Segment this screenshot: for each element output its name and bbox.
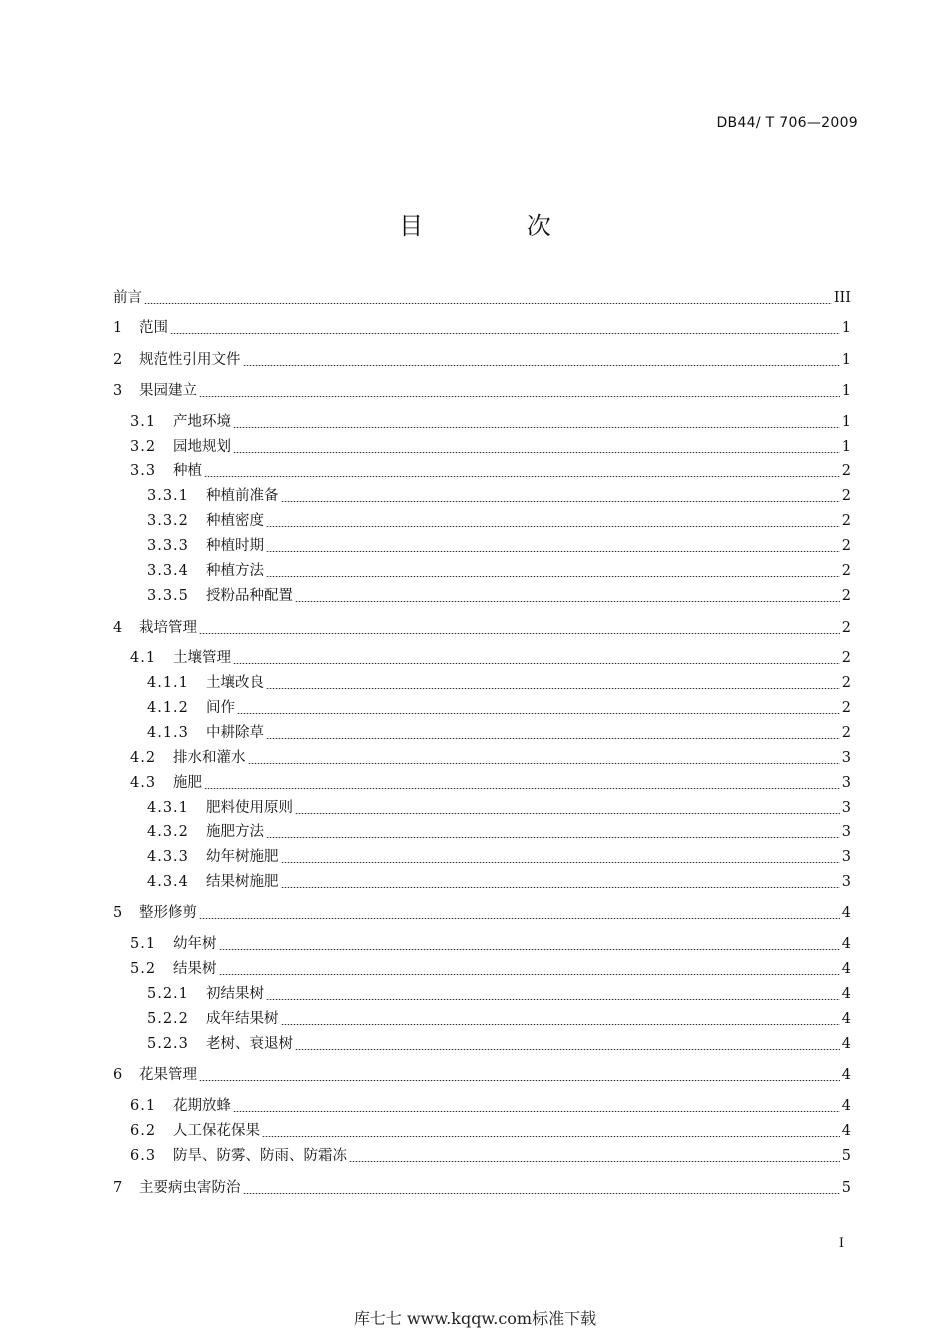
toc-dot-leader — [281, 862, 840, 863]
toc-entry[interactable] — [113, 286, 851, 310]
footer-watermark: 库七七 www.kqqw.com标准下载 — [353, 1309, 597, 1328]
toc-dot-leader — [219, 974, 840, 975]
toc-entry-page: 2 — [841, 588, 851, 604]
toc-entry-title: 人工保花保果 — [173, 1123, 260, 1139]
toc-entry-page: 2 — [841, 725, 851, 741]
toc-entry-title: 整形修剪 — [139, 905, 197, 921]
toc-dot-leader — [233, 1111, 840, 1112]
toc-entry-number: 3.3.4 — [147, 563, 189, 579]
toc-entry-page: 4 — [841, 1123, 851, 1139]
toc-entry-page: 2 — [841, 675, 851, 691]
toc-entry-page: 2 — [841, 488, 851, 504]
toc-entry[interactable] — [130, 746, 851, 770]
toc-dot-leader — [266, 999, 840, 1000]
toc-dot-leader — [266, 526, 840, 527]
toc-entry[interactable] — [130, 459, 851, 483]
toc-entry[interactable] — [130, 771, 851, 795]
toc-entry-page: 4 — [841, 961, 851, 977]
toc-entry[interactable] — [147, 696, 851, 720]
toc-entry[interactable] — [130, 1094, 851, 1118]
toc-entry-title: 老树、衰退树 — [206, 1036, 293, 1052]
toc-entry-page: 3 — [841, 775, 851, 791]
toc-entry[interactable] — [147, 721, 851, 745]
toc-entry-page: 4 — [841, 1011, 851, 1027]
toc-entry-page: 4 — [841, 1036, 851, 1052]
toc-entry[interactable] — [147, 796, 851, 820]
toc-entry-title: 种植时期 — [206, 538, 264, 554]
toc-entry-number: 4.1.1 — [147, 675, 189, 691]
toc-dot-leader — [295, 1049, 840, 1050]
toc-entry-number: 5.1 — [130, 936, 157, 952]
toc-dot-leader — [144, 303, 832, 304]
toc-entry-title: 花期放蜂 — [173, 1098, 231, 1114]
toc-entry-title: 初结果树 — [206, 986, 264, 1002]
toc-entry[interactable] — [147, 484, 851, 508]
toc-entry-title: 成年结果树 — [206, 1011, 279, 1027]
toc-entry[interactable] — [113, 901, 851, 925]
toc-entry-title: 间作 — [206, 700, 235, 716]
toc-entry-number: 3.3.5 — [147, 588, 189, 604]
toc-entry[interactable] — [147, 1007, 851, 1031]
toc-entry[interactable] — [147, 534, 851, 558]
toc-entry-title: 花果管理 — [139, 1067, 197, 1083]
toc-entry[interactable] — [147, 584, 851, 608]
toc-entry-number: 4.3 — [130, 775, 157, 791]
toc-dot-leader — [233, 663, 840, 664]
toc-entry-page: 3 — [841, 874, 851, 890]
toc-entry-title: 排水和灌水 — [173, 750, 246, 766]
toc-entry-number: 5.2.1 — [147, 986, 189, 1002]
page-title: 目 次 — [399, 212, 599, 240]
toc-entry[interactable] — [113, 316, 851, 340]
toc-entry[interactable] — [113, 348, 851, 372]
toc-entry[interactable] — [113, 616, 851, 640]
toc-entry[interactable] — [147, 870, 851, 894]
toc-entry-title: 施肥 — [173, 775, 202, 791]
toc-entry[interactable] — [147, 671, 851, 695]
toc-entry-page: 1 — [841, 383, 851, 399]
toc-entry-number: 4.3.1 — [147, 800, 189, 816]
toc-entry-number: 3.3 — [130, 463, 157, 479]
toc-entry-number: 4.1.2 — [147, 700, 189, 716]
toc-dot-leader — [266, 837, 840, 838]
toc-entry-page: III — [833, 290, 851, 306]
toc-entry-title: 种植密度 — [206, 513, 264, 529]
toc-dot-leader — [243, 365, 840, 366]
toc-entry-title: 中耕除草 — [206, 725, 264, 741]
toc-dot-leader — [243, 1193, 840, 1194]
toc-entry-number: 4.2 — [130, 750, 157, 766]
toc-entry-page: 1 — [841, 439, 851, 455]
toc-entry-title: 结果树施肥 — [206, 874, 279, 890]
toc-dot-leader — [233, 427, 840, 428]
toc-entry[interactable] — [113, 1063, 851, 1087]
toc-entry-number: 4 — [113, 620, 124, 636]
toc-entry-title: 防旱、防雾、防雨、防霜冻 — [173, 1148, 347, 1164]
toc-entry-number: 2 — [113, 352, 124, 368]
toc-entry-title: 种植 — [173, 463, 202, 479]
toc-entry-page: 4 — [841, 1098, 851, 1114]
toc-dot-leader — [219, 949, 840, 950]
toc-entry-page: 3 — [841, 824, 851, 840]
toc-entry-number: 7 — [113, 1180, 124, 1196]
toc-entry-page: 2 — [841, 700, 851, 716]
toc-entry-title: 土壤改良 — [206, 675, 264, 691]
toc-entry-number: 5.2.2 — [147, 1011, 189, 1027]
toc-entry-title: 范围 — [139, 320, 168, 336]
toc-entry-number: 3.2 — [130, 439, 157, 455]
toc-dot-leader — [204, 476, 840, 477]
toc-entry-title: 种植前准备 — [206, 488, 279, 504]
toc-entry[interactable] — [147, 982, 851, 1006]
toc-entry-number: 1 — [113, 320, 124, 336]
toc-dot-leader — [266, 576, 840, 577]
toc-entry-number: 4.1.3 — [147, 725, 189, 741]
toc-entry-number: 3.3.3 — [147, 538, 189, 554]
toc-entry-title: 幼年树施肥 — [206, 849, 279, 865]
toc-entry-page: 1 — [841, 414, 851, 430]
toc-entry[interactable] — [147, 845, 851, 869]
toc-entry-number: 3 — [113, 383, 124, 399]
toc-entry-page: 2 — [841, 538, 851, 554]
toc-dot-leader — [349, 1161, 840, 1162]
toc-entry-number: 4.3.3 — [147, 849, 189, 865]
toc-entry-page: 2 — [841, 620, 851, 636]
toc-entry-title: 施肥方法 — [206, 824, 264, 840]
toc-entry-title: 规范性引用文件 — [139, 352, 241, 368]
toc-entry-number: 3.1 — [130, 414, 157, 430]
toc-entry[interactable] — [130, 1144, 851, 1168]
toc-entry-number: 5.2 — [130, 961, 157, 977]
toc-entry[interactable] — [130, 410, 851, 434]
toc-dot-leader — [281, 1024, 840, 1025]
toc-entry[interactable] — [130, 646, 851, 670]
toc-entry-number: 4.1 — [130, 650, 157, 666]
toc-dot-leader — [199, 633, 840, 634]
toc-entry-title: 园地规划 — [173, 439, 231, 455]
toc-entry[interactable] — [113, 379, 851, 403]
toc-entry-page: 5 — [841, 1148, 851, 1164]
toc-entry-title: 主要病虫害防治 — [139, 1180, 241, 1196]
toc-dot-leader — [199, 918, 840, 919]
toc-entry-page: 1 — [841, 320, 851, 336]
toc-dot-leader — [248, 763, 840, 764]
toc-entry-page: 2 — [841, 650, 851, 666]
toc-entry-number: 6.2 — [130, 1123, 157, 1139]
toc-entry-title: 前言 — [113, 290, 142, 306]
toc-entry[interactable] — [147, 559, 851, 583]
toc-entry-number: 6.1 — [130, 1098, 157, 1114]
toc-entry-title: 肥料使用原则 — [206, 800, 293, 816]
toc-entry-title: 结果树 — [173, 961, 217, 977]
toc-entry-number: 3.3.1 — [147, 488, 189, 504]
toc-dot-leader — [262, 1136, 840, 1137]
toc-dot-leader — [170, 333, 840, 334]
toc-dot-leader — [266, 738, 840, 739]
toc-entry[interactable] — [130, 932, 851, 956]
toc-dot-leader — [295, 601, 840, 602]
toc-entry-title: 果园建立 — [139, 383, 197, 399]
toc-entry-page: 4 — [841, 1067, 851, 1083]
toc-entry-page: 1 — [841, 352, 851, 368]
toc-entry-page: 4 — [841, 986, 851, 1002]
toc-dot-leader — [266, 688, 840, 689]
toc-dot-leader — [199, 1080, 840, 1081]
toc-entry-title: 幼年树 — [173, 936, 217, 952]
toc-entry-page: 2 — [841, 513, 851, 529]
toc-entry-page: 4 — [841, 936, 851, 952]
toc-entry-number: 5.2.3 — [147, 1036, 189, 1052]
toc-dot-leader — [266, 551, 840, 552]
toc-dot-leader — [237, 713, 840, 714]
toc-entry-number: 5 — [113, 905, 124, 921]
toc-dot-leader — [295, 813, 840, 814]
toc-entry-title: 栽培管理 — [139, 620, 197, 636]
toc-entry-page: 3 — [841, 849, 851, 865]
toc-entry-page: 2 — [841, 563, 851, 579]
toc-entry-page: 3 — [841, 800, 851, 816]
toc-entry-page: 2 — [841, 463, 851, 479]
toc-entry-page: 3 — [841, 750, 851, 766]
toc-dot-leader — [233, 452, 840, 453]
toc-entry-title: 土壤管理 — [173, 650, 231, 666]
toc-dot-leader — [199, 396, 840, 397]
toc-entry[interactable] — [130, 435, 851, 459]
toc-entry-page: 4 — [841, 905, 851, 921]
toc-entry-number: 6.3 — [130, 1148, 157, 1164]
toc-entry-number: 4.3.4 — [147, 874, 189, 890]
toc-entry[interactable] — [147, 1032, 851, 1056]
toc-entry-number: 6 — [113, 1067, 124, 1083]
toc-entry[interactable] — [147, 509, 851, 533]
toc-dot-leader — [281, 501, 840, 502]
document-code: DB44/ T 706—2009 — [716, 115, 858, 131]
toc-dot-leader — [281, 887, 840, 888]
toc-entry-title: 种植方法 — [206, 563, 264, 579]
toc-entry[interactable] — [130, 957, 851, 981]
toc-entry-title: 授粉品种配置 — [206, 588, 293, 604]
toc-entry-page: 5 — [841, 1180, 851, 1196]
toc-entry[interactable] — [113, 1176, 851, 1200]
toc-entry-title: 产地环境 — [173, 414, 231, 430]
toc-entry[interactable] — [147, 820, 851, 844]
page-number: I — [838, 1236, 844, 1251]
toc-entry[interactable] — [130, 1119, 851, 1143]
toc-entry-number: 4.3.2 — [147, 824, 189, 840]
toc-entry-number: 3.3.2 — [147, 513, 189, 529]
toc-dot-leader — [204, 788, 840, 789]
